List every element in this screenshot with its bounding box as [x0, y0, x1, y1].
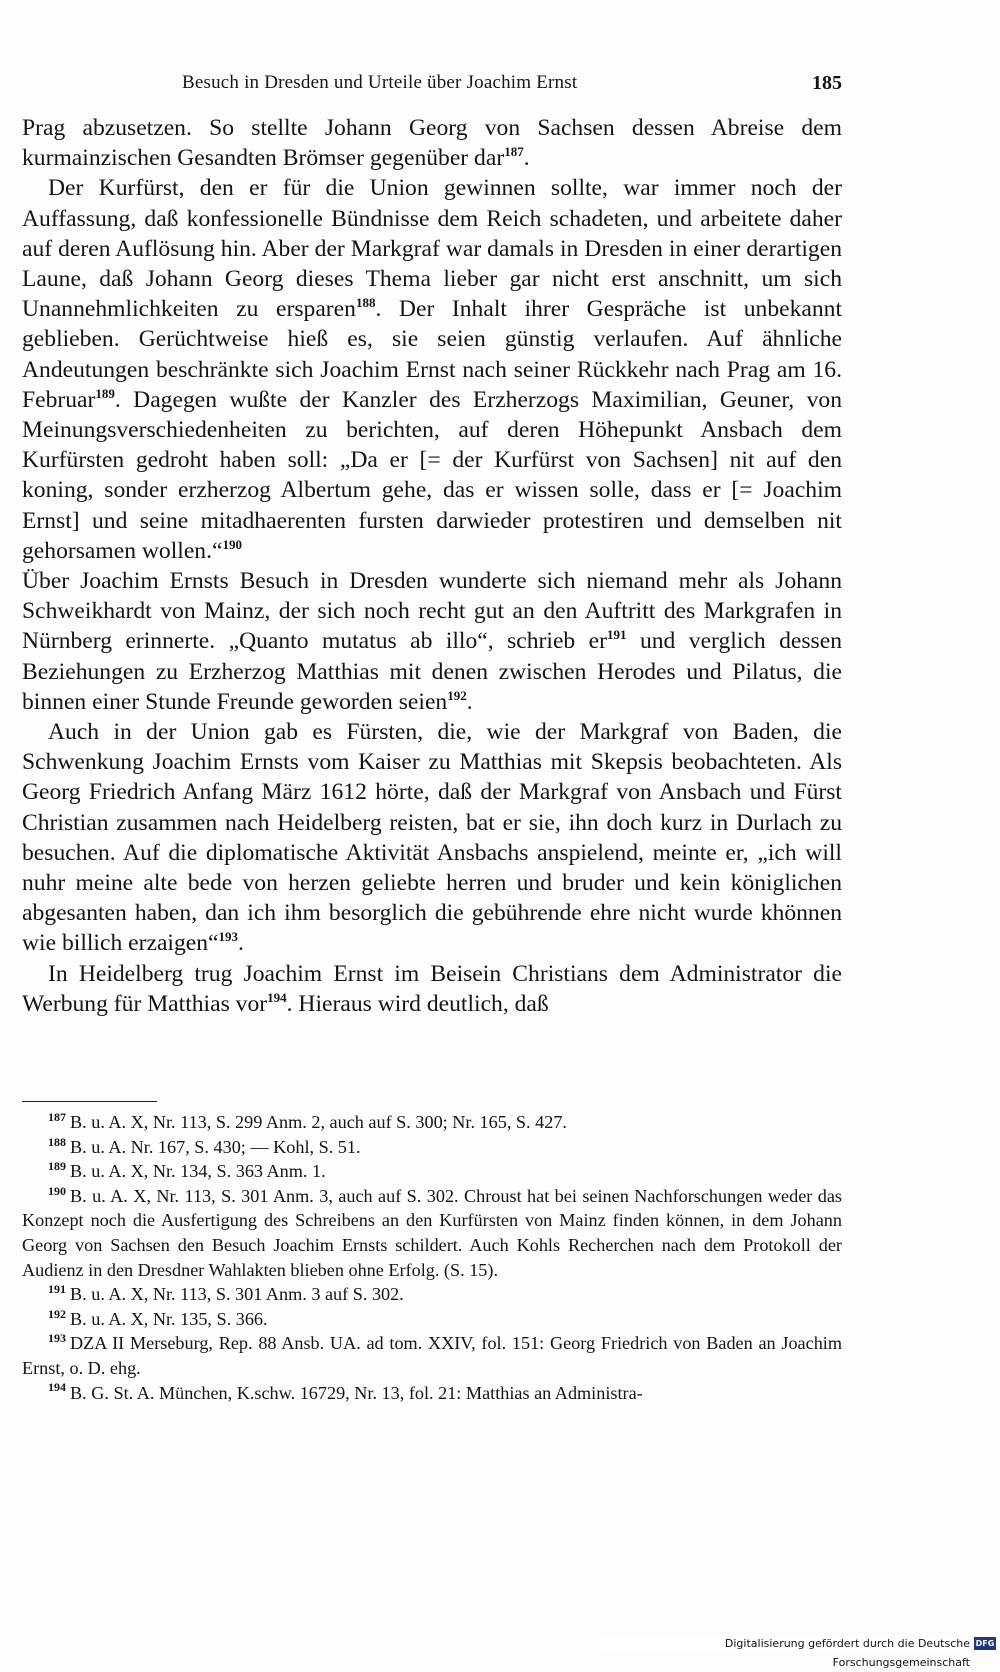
paragraph-text: . Dagegen wußte der Kanzler des Erzherzogs Maximilian, Geuner, von Meinungsverschiedenheiten zu berichten, auf deren Höhepunkt Ansbach dem Kurfürsten gedroht haben soll: „Da er [= der Kurfürst von Sachsen] nit auf den koning, sonder erzherzog Albertum gehe, das er wissen solle, dass er [= Joachim Ernst] und seine mitadhaerenten fursten darwieder protestiren und demselben nit gehorsamen wollen.“	[22, 386, 842, 564]
footnote-number: 187	[48, 1109, 66, 1124]
paragraph	[22, 959, 842, 1019]
paragraph	[22, 113, 842, 173]
main-text	[22, 113, 842, 1019]
paragraph-text: und verglich dessen Beziehungen zu Erzherzog Matthias mit denen zwischen Herodes und Pilatus, die binnen einer Stunde Freunde geworden seien	[22, 628, 842, 715]
footnote	[22, 1331, 842, 1380]
footnote-number: 191	[48, 1282, 66, 1297]
footnote-text: B. u. A. X, Nr. 135, S. 366.	[70, 1308, 268, 1329]
footnote-number: 193	[48, 1331, 66, 1346]
footnote-ref: 187	[504, 144, 524, 160]
footnote-ref: 189	[95, 385, 115, 401]
digitization-credit	[600, 1634, 1000, 1669]
paragraph-text: .	[238, 930, 244, 957]
footnote-number: 188	[48, 1134, 66, 1149]
footnote-text: B. u. A. X, Nr. 113, S. 301 Anm. 3 auf S. 302.	[70, 1284, 404, 1305]
paragraph	[22, 717, 842, 959]
footnote	[22, 1381, 842, 1406]
footnote	[22, 1135, 842, 1160]
paragraph-text: .	[523, 145, 530, 172]
footnote	[22, 1184, 842, 1282]
paragraph-text: . Der Inhalt ihrer Gespräche ist unbekannt geblieben. Gerüchtweise hieß es, sie seien günstig verlaufen. Auf ähnliche Andeutungen beschränkte sich Joachim Ernst nach seiner Rückkehr nach Prag am 16. Februar	[22, 296, 843, 413]
footnote-text: B. u. A. Nr. 167, S. 430; — Kohl, S. 51.	[70, 1136, 361, 1157]
paragraph-text: Auch in der Union gab es Fürsten, die, wie der Markgraf von Baden, die Schwenkung Joachim Ernsts vom Kaiser zu Matthias mit Skepsis beobachteten. Als Georg Friedrich Anfang März 1612 hörte, daß der Markgraf von Ansbach und Fürst Christian zusammen nach Heidelberg reisten, bat er sie, ihn doch kurz in Durlach zu besuchen. Auf die diplomatische Aktivität Ansbachs anspielend, meinte er, „ich will nuhr meine alte bede von herzen geliebte herren und bruder und kein königlichen abgesanten haben, dan ich ihm besorglich die gebührende ehre nicht wurde khönnen wie billich erzaigen“	[22, 719, 842, 957]
credit-text: Digitalisierung gefördert durch die Deutsche Forschungsgemeinschaft	[724, 1637, 970, 1669]
running-head-title: Besuch in Dresden und Urteile über Joachim Ernst	[182, 72, 578, 93]
footnote-ref: 193	[218, 929, 239, 945]
footnote-ref: 191	[607, 627, 627, 643]
footnote-ref: 188	[355, 295, 376, 311]
footnote-ref: 190	[222, 536, 242, 552]
paragraph-text: Der Kurfürst, den er für die Union gewinnen sollte, war immer noch der Auffassung, daß konfessionelle Bündnisse dem Reich schadeten, und arbeitete daher auf deren Auflösung hin. Aber der Markgraf war damals in Dresden in einer derartigen Laune, daß Johann Georg dieses Thema lieber gar nicht erst anschnitt, um sich Unannehmlichkeiten zu ersparen	[22, 175, 842, 323]
paragraph-text: Prag abzusetzen. So stellte Johann Georg von Sachsen dessen Abreise dem kurmainzischen Gesandten Brömser gegenüber dar	[22, 115, 842, 172]
footnote-ref: 194	[267, 990, 287, 1006]
footnote-text: B. G. St. A. München, K.schw. 16729, Nr. 13, fol. 21: Matthias an Administra-	[70, 1382, 643, 1403]
paragraph-text: . Hieraus wird deutlich, daß	[286, 990, 549, 1017]
paragraph	[22, 566, 842, 717]
paragraph-text: In Heidelberg trug Joachim Ernst im Beisein Christians dem Administrator die Werbung für Matthias vor	[22, 960, 842, 1017]
footnote	[22, 1159, 842, 1184]
page-number: 185	[812, 72, 842, 94]
paragraph-text: Über Joachim Ernsts Besuch in Dresden wunderte sich niemand mehr als Johann Schweikhardt von Mainz, der sich noch recht gut an den Auftritt des Markgrafen in Nürnberg erinnerte. „Quanto mutatus ab illo“, schrieb er	[22, 568, 842, 655]
dfg-logo: DFG	[975, 1639, 995, 1648]
footnote-text: B. u. A. X, Nr. 113, S. 301 Anm. 3, auch auf S. 302. Chroust hat bei seinen Nachforschungen weder das Konzept noch die Ausfertigung des Schreibens an den Kurfürsten von Mainz finden können, in dem Johann Georg von Sachsen den Besuch Joachim Ernsts schildert. Auch Kohls Recherchen nach dem Protokoll der Audienz in den Dresdner Wahlakten blieben ohne Erfolg. (S. 15).	[22, 1185, 842, 1280]
footnote	[22, 1282, 842, 1307]
footnote-number: 194	[48, 1380, 66, 1395]
footnote-text: B. u. A. X, Nr. 134, S. 363 Anm. 1.	[70, 1161, 326, 1182]
footnote-number: 192	[48, 1306, 66, 1321]
paragraph-text: .	[466, 688, 473, 715]
footnote-number: 190	[48, 1183, 66, 1198]
paragraph	[22, 173, 842, 566]
footnote	[22, 1307, 842, 1332]
footnote-ref: 192	[447, 688, 467, 703]
footnotes	[22, 1110, 842, 1405]
footnote-number: 189	[48, 1159, 66, 1174]
footnote	[22, 1110, 842, 1135]
footnote-text: DZA II Merseburg, Rep. 88 Ansb. UA. ad tom. XXIV, fol. 151: Georg Friedrich von Baden an Joachim Ernst, o. D. ehg.	[22, 1333, 842, 1378]
footnote-text: B. u. A. X, Nr. 113, S. 299 Anm. 2, auch auf S. 300; Nr. 165, S. 427.	[70, 1112, 567, 1132]
footnote-rule	[22, 1101, 157, 1102]
